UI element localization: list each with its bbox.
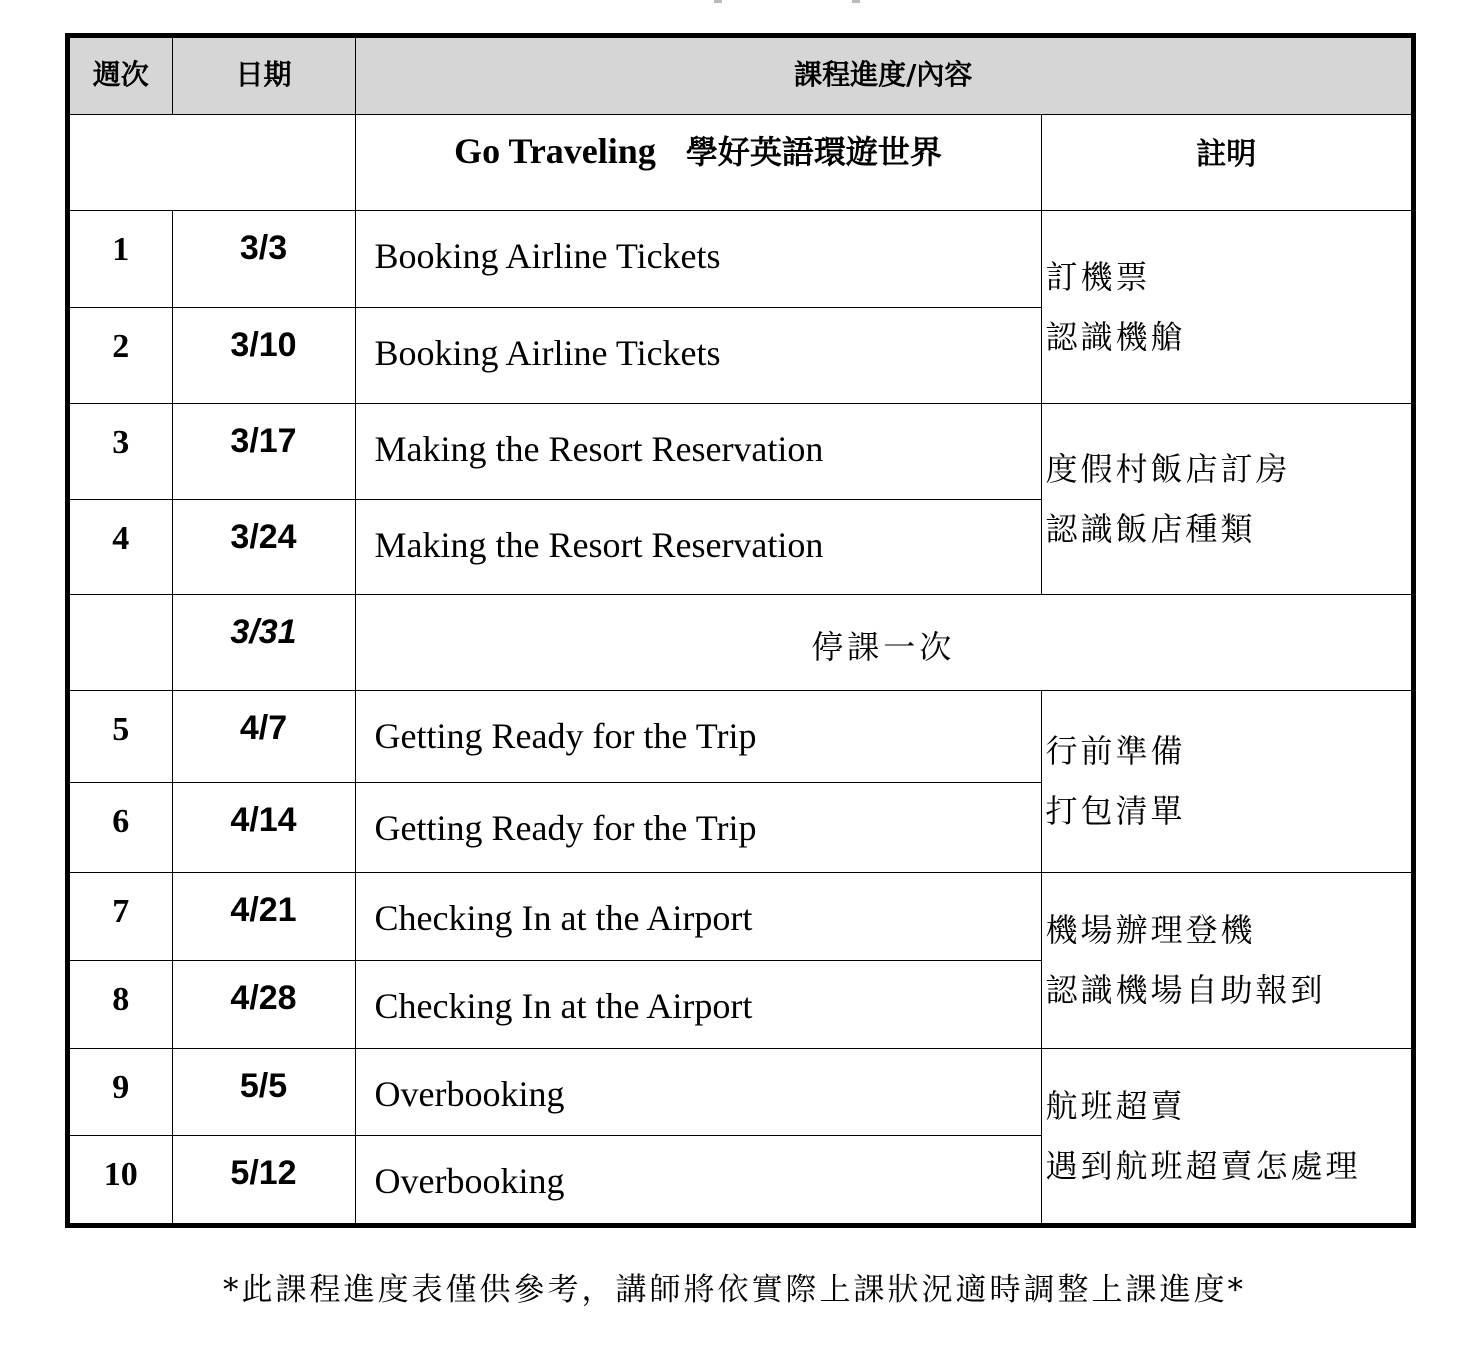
date-cell: 5/5 [172,1048,355,1135]
title-row-blank [70,114,355,210]
date-cell: 4/28 [172,960,355,1048]
topic-cell: Making the Resort Reservation [355,403,1041,499]
table-row [70,872,1411,960]
week-cell: 4 [70,499,172,594]
topic-cell: Booking Airline Tickets [355,210,1041,307]
topic-cell: Getting Ready for the Trip [355,690,1041,782]
title-row [70,114,1411,210]
note-cell [1041,210,1411,403]
note-line: 認識機艙 [1045,317,1186,356]
date-cell: 4/14 [172,782,355,872]
date-cell: 3/31 [172,594,355,690]
course-schedule [65,33,1416,1228]
date-cell: 3/3 [172,210,355,307]
notes-header: 註明 [1041,114,1411,210]
note-line: 機場辦理登機 [1045,911,1256,949]
week-cell: 5 [70,690,172,782]
page-top-mark [712,0,862,4]
cancelled-note: 停課一次 [355,594,1411,690]
schedule-table [70,38,1411,1225]
note-cell [1041,690,1411,872]
note-cell [1041,872,1411,1048]
date-header: 日期 [172,38,355,114]
note-line: 訂機票 [1045,257,1151,296]
week-cell: 6 [70,782,172,872]
week-cell: 10 [70,1135,172,1224]
table-row [70,690,1411,782]
date-cell: 3/17 [172,403,355,499]
content-header: 課程進度/內容 [355,38,1411,114]
topic-cell: Booking Airline Tickets [355,307,1041,403]
topic-cell: Getting Ready for the Trip [355,782,1041,872]
note-line: 打包清單 [1045,792,1186,830]
date-cell: 5/12 [172,1135,355,1224]
topic-cell: Checking In at the Airport [355,960,1041,1048]
note-cell [1041,1048,1411,1224]
date-cell: 3/10 [172,307,355,403]
week-cell: 9 [70,1048,172,1135]
header-row [70,38,1411,114]
week-header: 週次 [70,38,172,114]
note-line: 認識機場自助報到 [1045,971,1326,1009]
week-cell: 2 [70,307,172,403]
course-title-zh: 學好英語環遊世界 [685,132,942,171]
table-row [70,403,1411,499]
topic-cell: Overbooking [355,1135,1041,1224]
note-line: 行前準備 [1045,732,1186,770]
topic-cell: Making the Resort Reservation [355,499,1041,594]
week-cell [70,594,172,690]
week-cell: 8 [70,960,172,1048]
week-cell: 3 [70,403,172,499]
note-line: 航班超賣 [1045,1087,1186,1125]
topic-cell: Overbooking [355,1048,1041,1135]
topic-cell: Checking In at the Airport [355,872,1041,960]
note-cell [1041,403,1411,594]
date-cell: 4/7 [172,690,355,782]
disclaimer-footnote: *此課程進度表僅供參考，講師將依實際上課狀況適時調整上課進度* [223,1272,1246,1308]
week-cell: 7 [70,872,172,960]
note-line: 認識飯店種類 [1045,509,1256,548]
table-row [70,210,1411,307]
cancelled-row [70,594,1411,690]
table-row [70,1048,1411,1135]
note-line: 度假村飯店訂房 [1045,449,1291,488]
date-cell: 3/24 [172,499,355,594]
course-title-en: Go Traveling [454,130,656,171]
course-title [355,114,1041,210]
note-line: 遇到航班超賣怎處理 [1045,1147,1361,1185]
date-cell: 4/21 [172,872,355,960]
week-cell: 1 [70,210,172,307]
